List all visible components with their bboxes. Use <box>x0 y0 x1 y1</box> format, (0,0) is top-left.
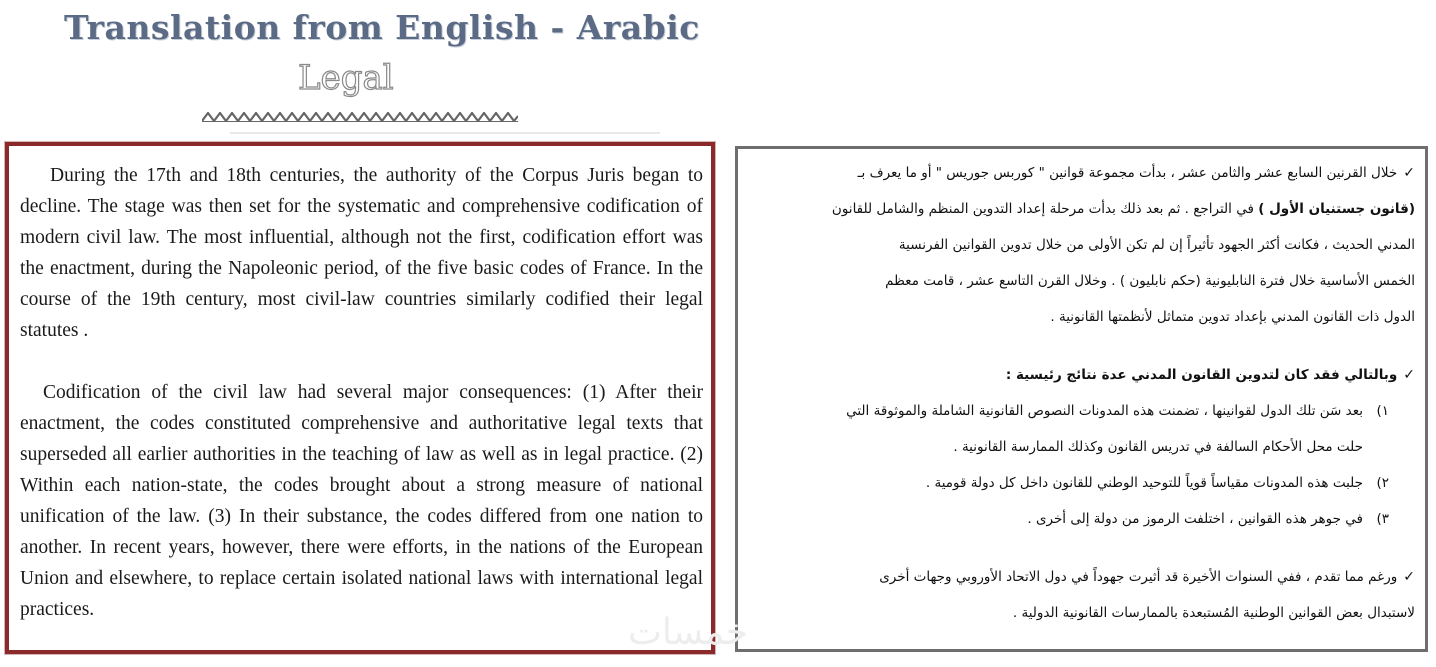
arabic-line: خلال القرنين السابع عشر والثامن عشر ، بدأت مجموعة قوانين " كوربس جوريس " أو ما يعرف بـ <box>857 165 1398 181</box>
list-item: ٢)جلبت هذه المدونات مقياساً قوياً للتوحيد الوطني للقانون داخل كل دولة قومية . <box>925 475 1389 491</box>
arabic-line: الدول ذات القانون المدني بإعداد تدوين متماثل لأنظمتها القانونية . <box>1050 309 1415 325</box>
check-icon: ✓ <box>1403 367 1415 383</box>
watermark-logo: خمسات <box>628 612 749 653</box>
header-divider <box>230 132 660 134</box>
page-subtitle: Legal <box>298 58 394 98</box>
page-title: Translation from English - Arabic <box>64 8 700 47</box>
check-icon: ✓ <box>1403 569 1415 585</box>
check-icon: ✓ <box>1403 165 1415 181</box>
list-item: ٣)في جوهر هذه القوانين ، اختلفت الرموز من دولة إلى أخرى . <box>1027 511 1389 527</box>
arabic-block-3 <box>750 559 1415 631</box>
decorative-zigzag-divider <box>202 112 518 122</box>
arabic-block-2 <box>750 357 1415 537</box>
english-paragraph-1: During the 17th and 18th centuries, the authority of the Corpus Juris began to decline. The stage was then set for the systematic and comprehensive codification of modern civil law. The most influential, although not the first, codification effort was the enactment, during the Napoleonic period, of the five basic codes of France. In the course of the 19th century, most civil-law countries similarly codified their legal statutes . <box>20 165 703 341</box>
english-paragraph-2: Codification of the civil law had several major consequences: (1) After their enactment, the codes constituted comprehensive and authoritative legal texts that superseded all earlier authorities in the teaching of law as well as in legal practice. (2) Within each nation-state, the codes brought about a strong measure of national unification of the law. (3) In their substance, the codes differed from one nation to another. In recent years, however, there were efforts, in the nations of the European Union and elsewhere, to replace certain isolated national laws with international legal practices. <box>20 382 703 620</box>
arabic-block-1 <box>750 155 1415 335</box>
arabic-line: المدني الحديث ، فكانت أكثر الجهود تأثيراً إن لم تكن الأولى من خلال تدوين القوانين الفرنسية <box>898 237 1415 253</box>
arabic-bold-term: (قانون جستنيان الأول ) <box>1258 201 1415 217</box>
arabic-line: الخمس الأساسية خلال فترة النابليونية (حكم نابليون ) . وخلال القرن التاسع عشر ، قامت معظم <box>885 273 1415 289</box>
arabic-line: في التراجع . ثم بعد ذلك بدأت مرحلة إعداد التدوين المنظم والشامل للقانون <box>831 201 1259 217</box>
arabic-line: لاستبدال بعض القوانين الوطنية المُستبعدة بالممارسات القانونية الدولية . <box>1012 605 1415 621</box>
list-item: ١)بعد سَن تلك الدول لقوانينها ، تضمنت هذه المدونات النصوص القانونية الشاملة والموثوقة التي <box>846 403 1389 419</box>
english-text-panel <box>5 142 715 654</box>
list-item-continuation: حلت محل الأحكام السالفة في تدريس القانون وكذلك الممارسة القانونية . <box>953 439 1363 455</box>
arabic-line: ورغم مما تقدم ، ففي السنوات الأخيرة قد أثيرت جهوداً في دول الاتحاد الأوروبي وجهات أخرى <box>879 569 1398 585</box>
arabic-heading: وبالتالي فقد كان لتدوين القانون المدني عدة نتائج رئيسية : <box>1005 367 1398 383</box>
arabic-text-panel <box>735 146 1428 652</box>
